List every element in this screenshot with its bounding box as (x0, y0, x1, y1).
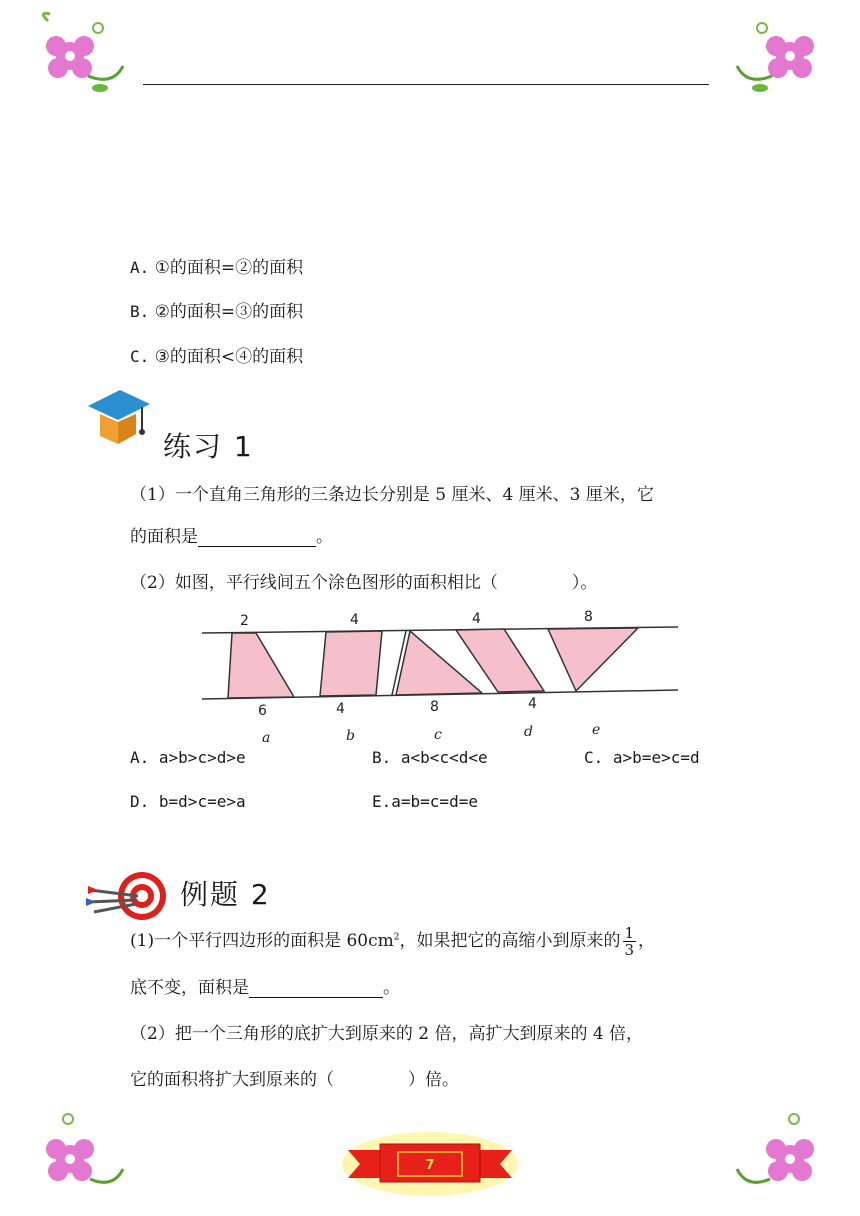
top-label-b: 4 (350, 612, 359, 628)
target-darts-icon (86, 870, 172, 926)
answer-blank[interactable] (198, 528, 316, 547)
practice-option-b: B. a<b<c<d<e (372, 748, 488, 767)
flower-decoration-bottom-left (28, 1104, 138, 1204)
fraction-one-third: $\frac{1}{3}$ (624, 924, 635, 959)
example-q2-line1: （2）把一个三角形的底扩大到原来的 2 倍，高扩大到原来的 4 倍， (130, 1024, 644, 1044)
practice-q1-line2: 的面积是 。 (130, 527, 333, 547)
example-q1-line1: (1)一个平行四边形的面积是 $60cm^2$，如果把它的高缩小到原来的 $\frac{1}{3}$ ， (130, 924, 656, 959)
top-label-e: 8 (584, 609, 593, 625)
page-number: 7 (425, 1158, 435, 1173)
practice-option-a: A. a>b>c>d>e (130, 748, 246, 767)
shape-label-a: a (262, 730, 271, 746)
top-label-d: 4 (472, 611, 481, 627)
practice-title: 练习 1 (163, 430, 254, 463)
option-b: B. ②的面积=③的面积 (130, 302, 304, 322)
example-q2-line2: 它的面积将扩大到原来的（ ）倍。 (130, 1070, 459, 1090)
shape-label-c: c (434, 727, 442, 743)
shape-b (320, 631, 382, 696)
practice-q2: （2）如图，平行线间五个涂色图形的面积相比（ ）。 (130, 573, 598, 593)
practice-q1-line1: （1）一个直角三角形的三条边长分别是 5 厘米、4 厘米、3 厘米，它 (130, 485, 654, 505)
answer-blank[interactable] (249, 979, 383, 998)
top-label-a: 2 (240, 613, 249, 629)
practice-option-d: D. b=d>c=e>a (130, 792, 246, 811)
parallel-lines-figure (200, 600, 684, 750)
header-rule (143, 84, 709, 85)
shape-label-d: d (524, 724, 533, 740)
flower-decoration-top-right (722, 6, 832, 106)
practice-option-e: E.a=b=c=d=e (372, 792, 478, 811)
option-a: A. ①的面积=②的面积 (130, 258, 304, 278)
shape-e (548, 628, 638, 691)
graduation-cap-icon (84, 384, 154, 450)
bottom-label-a: 6 (258, 703, 267, 719)
shape-label-b: b (346, 728, 355, 744)
example-title: 例题 2 (180, 878, 271, 911)
bottom-label-d: 4 (528, 696, 537, 712)
example-q1-line2: 底不变，面积是 。 (130, 978, 400, 998)
flower-decoration-top-left (28, 6, 138, 106)
option-c: C. ③的面积<④的面积 (130, 347, 304, 367)
bottom-label-b: 4 (336, 701, 345, 717)
flower-decoration-bottom-right (722, 1104, 832, 1204)
practice-option-c: C. a>b=e>c=d (584, 748, 700, 767)
shape-label-e: e (592, 722, 601, 738)
bottom-label-c: 8 (430, 699, 439, 715)
shape-a (228, 633, 294, 698)
